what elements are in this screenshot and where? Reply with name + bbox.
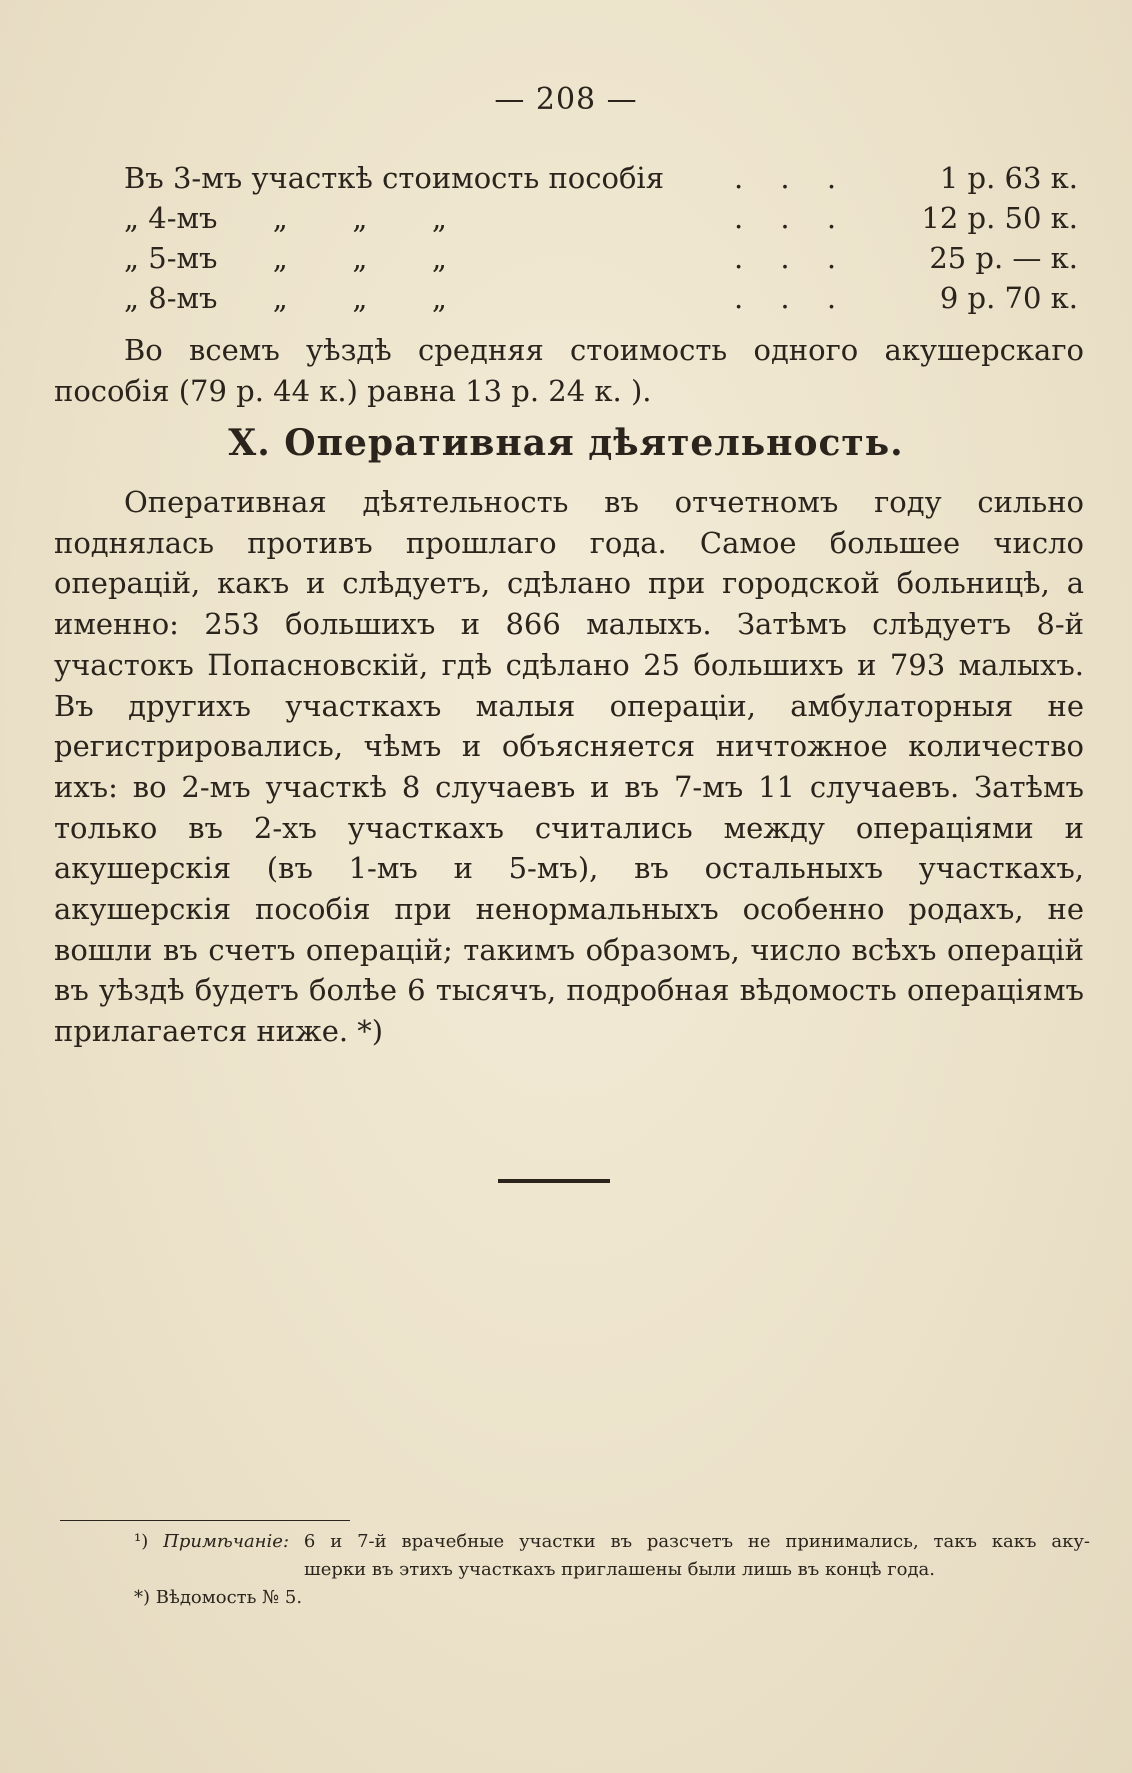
cost-row <box>124 198 1084 238</box>
footnote-1-text-1: 6 и 7-й врачебные участки въ разсчетъ не принимались, такъ какъ аку- <box>303 1531 1090 1552</box>
footnote-1-line-2: шерки въ этихъ участкахъ приглашены были лишь въ концѣ года. <box>304 1559 936 1580</box>
cost-row-dots: . . . <box>734 281 851 315</box>
cost-row-dots: . . . <box>734 241 851 275</box>
footnote-1-title: Примѣчаніе: <box>163 1531 290 1552</box>
cost-row <box>124 238 1084 278</box>
cost-row <box>124 158 1084 198</box>
cost-row-amount: 12 р. 50 к. <box>921 201 1078 235</box>
footnote-1-marker: ¹) <box>134 1531 149 1552</box>
summary-paragraph: Во всемъ уѣздѣ средняя стоимость одного акушерскаго пособія (79 р. 44 к.) равна 13 р. 24 к. ). <box>54 333 1084 408</box>
cost-row-amount: 1 р. 63 к. <box>939 161 1078 195</box>
cost-row <box>124 278 1084 318</box>
section-end-rule <box>498 1179 610 1183</box>
footnote-2: *) Вѣдомость № 5. <box>134 1587 303 1608</box>
footnote-1-line-1 <box>60 1528 1090 1556</box>
section-title: X. Оперативная дѣятельность. <box>228 422 904 464</box>
body-paragraph: Оперативная дѣятельность въ отчетномъ году сильно поднялась противъ прошлаго года. Самое большее число операцій, какъ и слѣдуетъ, сдѣлано при городской больницѣ, а именно: 253 большихъ и 866 малыхъ. Затѣмъ слѣдуетъ 8-й участокъ Попасновскій, гдѣ сдѣлано 25 большихъ и 793 малыхъ. Въ другихъ участкахъ малыя операціи, амбулаторныя не регистрировались, чѣмъ и объясняется ничтожное количество ихъ: во 2-мъ участкѣ 8 случаевъ и въ 7-мъ 11 случаевъ. Затѣмъ только въ 2-хъ участкахъ считались между операціями и акушерскія (въ 1-мъ и 5-мъ), въ остальныхъ участкахъ, акушерскія пособія при ненормальныхъ особенно родахъ, не вошли въ счетъ операцій; такимъ образомъ, число всѣхъ операцій въ уѣздѣ будетъ болѣе 6 тысячъ, подробная вѣдомость операціямъ прилагается ниже. *) <box>54 485 1084 1049</box>
cost-row-dots: . . . <box>734 161 851 195</box>
cost-row-amount: 9 р. 70 к. <box>939 281 1078 315</box>
cost-row-label: Въ 3-мъ участкѣ стоимость пособія <box>124 161 664 195</box>
cost-table <box>124 158 1084 318</box>
footnote-rule <box>60 1520 350 1521</box>
footnote-1 <box>60 1528 1090 1584</box>
page-number: — 208 — <box>494 82 638 117</box>
cost-row-label: „ 8-мъ „ „ „ <box>124 281 447 315</box>
cost-row-amount: 25 р. — к. <box>929 241 1078 275</box>
cost-row-label: „ 4-мъ „ „ „ <box>124 201 447 235</box>
cost-row-label: „ 5-мъ „ „ „ <box>124 241 447 275</box>
cost-row-dots: . . . <box>734 201 851 235</box>
